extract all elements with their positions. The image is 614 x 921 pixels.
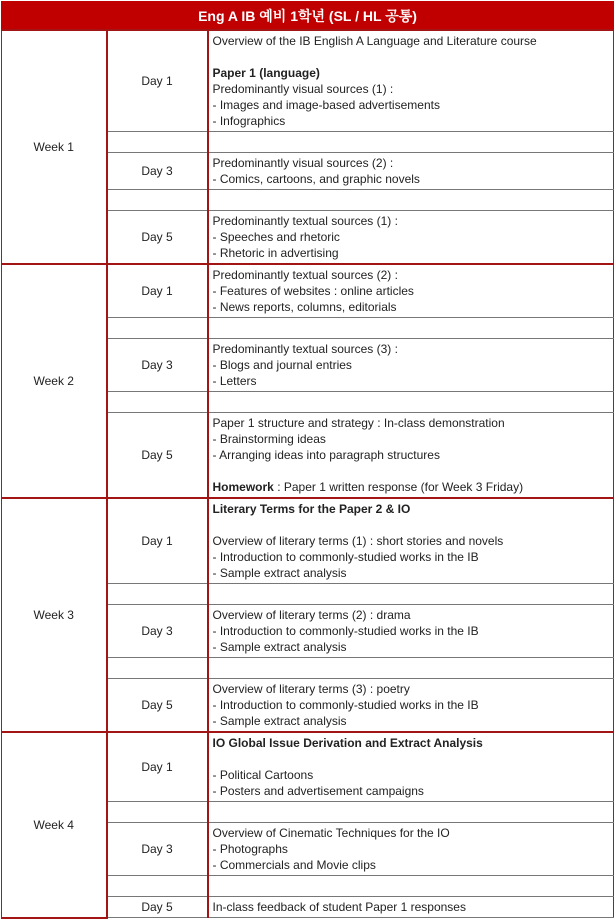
table-row xyxy=(2,498,614,584)
week-label: Week 2 xyxy=(2,264,107,498)
content-cell-empty xyxy=(208,876,614,897)
day-cell-empty xyxy=(107,132,208,153)
day-label: Day 3 xyxy=(107,605,208,658)
day-label: Day 5 xyxy=(107,211,208,265)
content-line: Predominantly textual sources (3) : xyxy=(212,342,398,356)
title-row xyxy=(2,2,614,31)
table-row xyxy=(2,264,614,318)
content-line: Overview of literary terms (2) : drama xyxy=(212,608,411,622)
day-label: Day 1 xyxy=(107,498,208,584)
day-cell-empty xyxy=(107,318,208,339)
homework-label: Homework xyxy=(212,480,274,494)
content-line: Paper 1 structure and strategy : In-class demonstration xyxy=(212,416,505,430)
content-cell xyxy=(208,339,614,392)
content-line: Predominantly textual sources (1) : xyxy=(212,214,398,228)
content-line: Predominantly visual sources (1) : xyxy=(212,82,394,96)
day-cell-empty xyxy=(107,392,208,413)
content-line: In-class feedback of student Paper 1 responses xyxy=(212,900,466,914)
day-label: Day 3 xyxy=(107,153,208,190)
content-cell xyxy=(208,211,614,265)
content-cell xyxy=(208,264,614,318)
content-cell-empty xyxy=(208,392,614,413)
content-line: - Brainstorming ideas xyxy=(212,432,326,446)
day-label: Day 1 xyxy=(107,30,208,132)
week-label: Week 1 xyxy=(2,30,107,264)
content-cell xyxy=(208,605,614,658)
content-line: - Speeches and rhetoric xyxy=(212,230,340,244)
day-cell-empty xyxy=(107,802,208,823)
content-line: - Sample extract analysis xyxy=(212,640,347,654)
content-line: - Commercials and Movie clips xyxy=(212,858,376,872)
content-line: - Introduction to commonly-studied works in the IB xyxy=(212,624,479,638)
table-row xyxy=(2,732,614,802)
content-cell xyxy=(208,679,614,733)
content-line: - Sample extract analysis xyxy=(212,714,347,728)
content-cell xyxy=(208,823,614,876)
day-label: Day 1 xyxy=(107,264,208,318)
week-label: Week 3 xyxy=(2,498,107,732)
content-cell xyxy=(208,153,614,190)
content-line: - Sample extract analysis xyxy=(212,566,347,580)
content-line: - Blogs and journal entries xyxy=(212,358,352,372)
line-gap xyxy=(213,517,614,533)
week-label: Week 4 xyxy=(2,732,107,918)
content-line: - Political Cartoons xyxy=(212,768,314,782)
content-line: Homework : Paper 1 written response (for Week 3 Friday) xyxy=(212,480,524,494)
table-title: Eng A IB 예비 1학년 (SL / HL 공통) xyxy=(2,2,614,31)
day-cell-empty xyxy=(107,658,208,679)
content-line: - Letters xyxy=(212,374,257,388)
content-line: Predominantly textual sources (2) : xyxy=(212,268,398,282)
content-line: Overview of literary terms (1) : short stories and novels xyxy=(212,534,504,548)
content-line: Predominantly visual sources (2) : xyxy=(212,156,394,170)
content-line: - Images and image-based advertisements xyxy=(212,98,440,112)
section-heading: Paper 1 (language) xyxy=(212,66,320,80)
content-cell-empty xyxy=(208,318,614,339)
content-line: Overview of the IB English A Language and Literature course xyxy=(212,34,537,48)
content-cell xyxy=(208,732,614,802)
content-cell-empty xyxy=(208,802,614,823)
content-line: - Comics, cartoons, and graphic novels xyxy=(212,172,420,186)
line-gap xyxy=(213,463,614,479)
content-cell-empty xyxy=(208,584,614,605)
content-line: Overview of Cinematic Techniques for the IO xyxy=(212,826,450,840)
content-cell xyxy=(208,897,614,918)
content-line: - Photographs xyxy=(212,842,288,856)
homework-text: Paper 1 written response (for Week 3 Friday) xyxy=(283,480,524,494)
section-heading: Literary Terms for the Paper 2 & IO xyxy=(212,502,411,516)
content-line: - Posters and advertisement campaigns xyxy=(212,784,424,798)
content-line: - Features of websites : online articles xyxy=(212,284,414,298)
day-cell-empty xyxy=(107,584,208,605)
content-cell xyxy=(208,30,614,132)
day-label: Day 5 xyxy=(107,679,208,733)
content-line: - News reports, columns, editorials xyxy=(212,300,397,314)
table-row xyxy=(2,30,614,132)
day-label: Day 1 xyxy=(107,732,208,802)
section-heading: IO Global Issue Derivation and Extract Analysis xyxy=(212,736,483,750)
day-label: Day 5 xyxy=(107,413,208,499)
day-cell-empty xyxy=(107,190,208,211)
content-line: Overview of literary terms (3) : poetry xyxy=(212,682,410,696)
day-cell-empty xyxy=(107,876,208,897)
content-line: - Introduction to commonly-studied works in the IB xyxy=(212,698,479,712)
line-gap xyxy=(213,49,614,65)
day-label: Day 3 xyxy=(107,339,208,392)
content-cell-empty xyxy=(208,658,614,679)
day-label: Day 5 xyxy=(107,897,208,918)
line-gap xyxy=(213,751,614,767)
content-line: - Rhetoric in advertising xyxy=(212,246,339,260)
content-cell-empty xyxy=(208,132,614,153)
schedule-table xyxy=(1,1,614,919)
content-cell xyxy=(208,413,614,499)
day-label: Day 3 xyxy=(107,823,208,876)
content-cell-empty xyxy=(208,190,614,211)
content-line: - Introduction to commonly-studied works in the IB xyxy=(212,550,479,564)
content-line: - Arranging ideas into paragraph structures xyxy=(212,448,440,462)
content-cell xyxy=(208,498,614,584)
content-line: - Infographics xyxy=(212,114,286,128)
